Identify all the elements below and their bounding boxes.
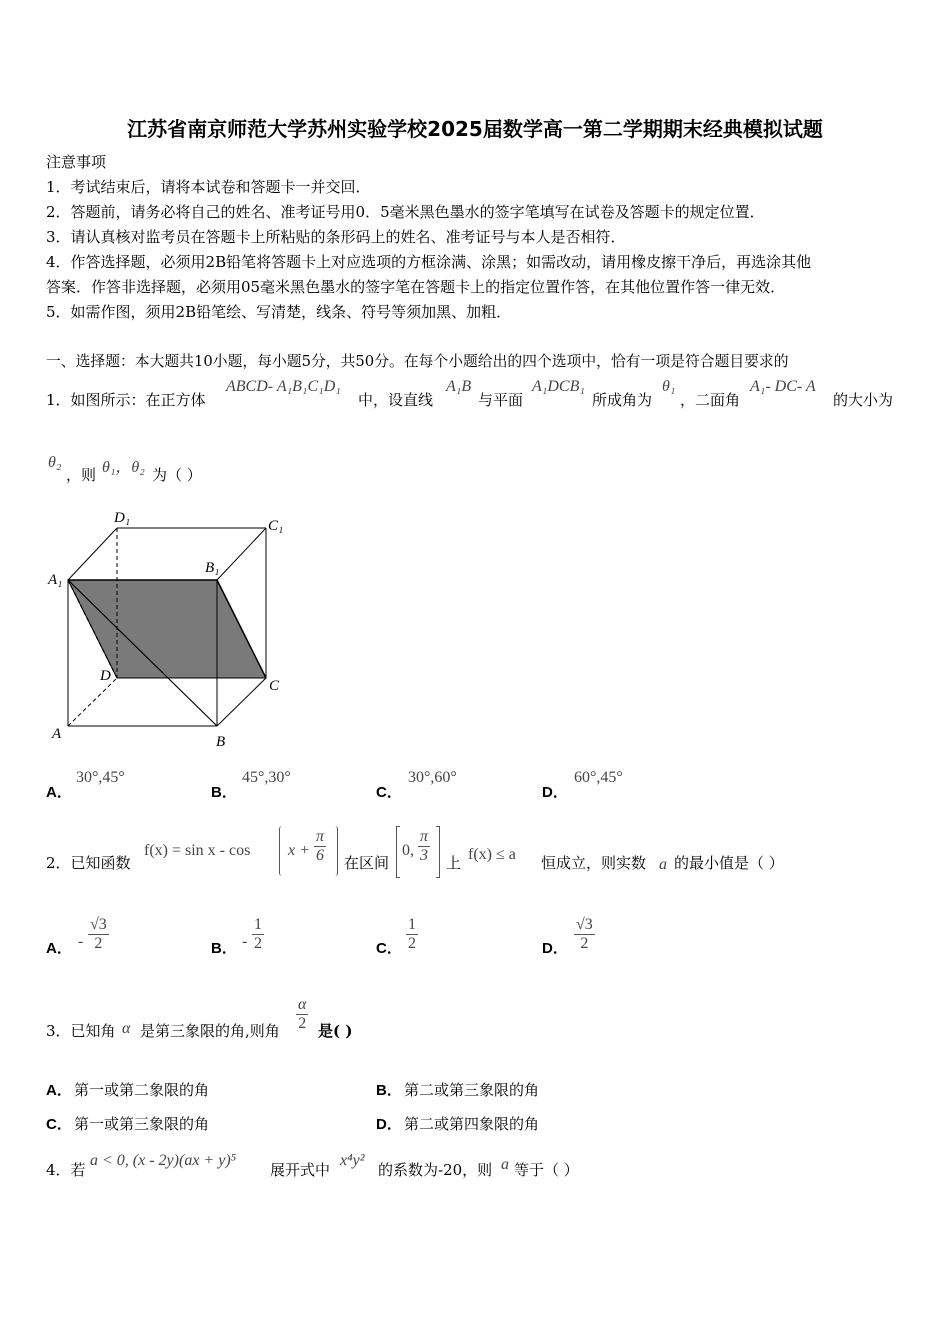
q2-text: 恒成立，则实数	[541, 854, 647, 872]
edge-ad	[68, 678, 117, 726]
q2-paren-left	[279, 826, 282, 876]
q3-option-a-text: 第一或第二象限的角	[74, 1081, 210, 1099]
page-title: 江苏省南京师范大学苏州实验学校2025届数学高一第二学期期末经典模拟试题	[127, 117, 823, 141]
q1-cube-name: ABCD- A₁B₁C₁D₁	[226, 378, 341, 395]
numerator: √3	[90, 916, 107, 933]
q1-plane: A₁DCB₁	[532, 378, 585, 395]
q1-theta2: θ₂	[48, 454, 62, 471]
q2-option-b-sign: -	[242, 933, 248, 950]
q3-option-b-letter[interactable]: B．	[376, 1082, 402, 1099]
q1-option-d-letter[interactable]: D．	[542, 784, 568, 801]
q2-option-d-letter[interactable]: D．	[542, 940, 568, 957]
label-d: D	[100, 668, 111, 684]
notes-item: 5．如需作图，须用2B铅笔绘、写清楚，线条、符号等须加黑、加粗．	[46, 303, 512, 321]
q2-option-d-frac	[574, 916, 595, 953]
q3-option-b-text: 第二或第三象限的角	[404, 1081, 540, 1099]
q2-arg: x +	[288, 842, 310, 859]
notes-item: 答案．作答非选择题，必须用05毫米黑色墨水的签字笔在答题卡上的指定位置作答，在其他位置作答一律无效．	[46, 278, 786, 296]
q2-pi-over-6	[314, 828, 326, 865]
q2-option-c-letter[interactable]: C．	[376, 940, 402, 957]
q1-text: ，二面角	[680, 391, 741, 409]
q3-alpha: α	[122, 1020, 131, 1037]
q2-function: f(x) = sin x - cos	[144, 842, 251, 859]
q1-thetas: θ₁，θ₂	[102, 459, 145, 476]
denominator: 2	[580, 935, 589, 952]
q2-option-a-letter[interactable]: A．	[46, 940, 72, 957]
q3-option-d-letter[interactable]: D．	[376, 1116, 402, 1133]
label-c1: C₁	[268, 518, 284, 534]
q1-text: 与平面	[478, 391, 524, 409]
section-heading: 一、选择题：本大题共10小题，每小题5分，共50分。在每个小题给出的四个选项中，恰有一项是符合题目要求的	[46, 353, 789, 370]
q2-option-b-letter[interactable]: B．	[211, 940, 237, 957]
q1-option-c-value: 30°,60°	[408, 769, 457, 786]
q3-option-c-text: 第一或第三象限的角	[74, 1115, 210, 1133]
q3-text: 是第三象限的角,则角	[140, 1022, 280, 1040]
q1-option-b-letter[interactable]: B．	[211, 784, 237, 801]
shaded-plane	[68, 580, 266, 678]
q1-text: ，则	[66, 466, 97, 484]
label-b1: B₁	[205, 560, 220, 576]
q2-option-a-frac	[88, 916, 109, 953]
q1-text: 所成角为	[592, 391, 653, 409]
q2-pi: π	[420, 828, 429, 845]
q3-text: 3．已知角	[46, 1022, 116, 1040]
q2-paren-right	[335, 826, 338, 876]
q4-text: 展开式中	[270, 1161, 331, 1179]
q1-text: 1．如图所示：在正方体	[46, 391, 206, 409]
q2-three: 3	[420, 847, 428, 864]
numerator: 1	[254, 916, 262, 933]
notes-item: 3．请认真核对监考员在答题卡上所粘贴的条形码上的姓名、准考证号与本人是否相符．	[46, 228, 626, 246]
q2-pi-over-3	[418, 828, 430, 865]
q3-option-a-letter[interactable]: A．	[46, 1082, 72, 1099]
numerator: 1	[408, 916, 416, 933]
q2-a: a	[659, 856, 667, 873]
denominator: 2	[94, 935, 103, 952]
notes-heading: 注意事项	[46, 153, 107, 171]
edge-c1b1	[217, 528, 266, 580]
denominator: 2	[408, 935, 416, 952]
q2-six: 6	[316, 847, 324, 864]
q1-option-d-value: 60°,45°	[574, 769, 623, 786]
denominator: 2	[298, 1015, 307, 1032]
q1-option-c-letter[interactable]: C．	[376, 784, 402, 801]
q4-term: x⁴y²	[340, 1152, 365, 1169]
q2-bracket-right	[436, 826, 440, 878]
q3-half-alpha	[296, 996, 308, 1033]
q3-option-d-text: 第二或第四象限的角	[404, 1115, 540, 1133]
q1-option-a-value: 30°,45°	[76, 769, 125, 786]
q4-text: 的系数为-20，则	[378, 1161, 493, 1179]
q2-text: 在区间	[344, 854, 390, 872]
q4-text: 等于（ ）	[514, 1161, 579, 1179]
cube-figure	[44, 500, 304, 760]
q2-text: 的最小值是（ ）	[674, 854, 784, 872]
q1-text: 为（ ）	[152, 466, 202, 484]
q1-text: 中，设直线	[358, 391, 434, 409]
numerator: α	[298, 996, 307, 1013]
numerator: √3	[576, 916, 593, 933]
q3-option-c-letter[interactable]: C．	[46, 1116, 72, 1133]
label-c: C	[269, 678, 280, 694]
q2-option-b-frac	[252, 916, 264, 953]
q1-line: A₁B	[446, 378, 472, 395]
q2-inequality: f(x) ≤ a	[468, 846, 516, 863]
label-a: A	[52, 726, 62, 742]
edge-a1d1	[68, 528, 117, 580]
q2-pi: π	[316, 828, 325, 845]
q2-interval: 0,	[402, 842, 414, 859]
label-d1: D₁	[114, 510, 131, 526]
q2-bracket-left	[396, 826, 400, 878]
q2-text: 上	[446, 854, 462, 872]
q2-option-a-sign: -	[78, 933, 84, 950]
q4-text: 4．若	[46, 1161, 86, 1179]
label-a1: A₁	[48, 572, 63, 588]
q1-option-b-value: 45°,30°	[242, 769, 291, 786]
q3-text: 是( )	[318, 1022, 353, 1040]
denominator: 2	[254, 935, 262, 952]
q1-dihedral: A₁- DC- A	[750, 378, 816, 395]
notes-item: 4．作答选择题，必须用2B铅笔将答题卡上对应选项的方框涂满、涂黑；如需改动，请用橡皮擦干净后，再选涂其他	[46, 253, 812, 271]
q2-option-c-frac	[406, 916, 418, 953]
notes-item: 1．考试结束后，请将本试卷和答题卡一并交回．	[46, 178, 371, 196]
q4-a: a	[501, 1156, 509, 1173]
q1-text: 的大小为	[833, 391, 894, 409]
q1-theta1: θ₁	[662, 378, 676, 395]
edge-bc	[217, 678, 266, 726]
q4-condition: a < 0, (x - 2y)(ax + y)⁵	[90, 1152, 237, 1169]
q1-option-a-letter[interactable]: A．	[46, 784, 72, 801]
label-b: B	[216, 734, 226, 750]
q2-text: 2．已知函数	[46, 854, 131, 872]
notes-item: 2．答题前，请务必将自己的姓名、准考证号用0．5毫米黑色墨水的签字笔填写在试卷及答题卡的规定位置．	[46, 203, 765, 221]
